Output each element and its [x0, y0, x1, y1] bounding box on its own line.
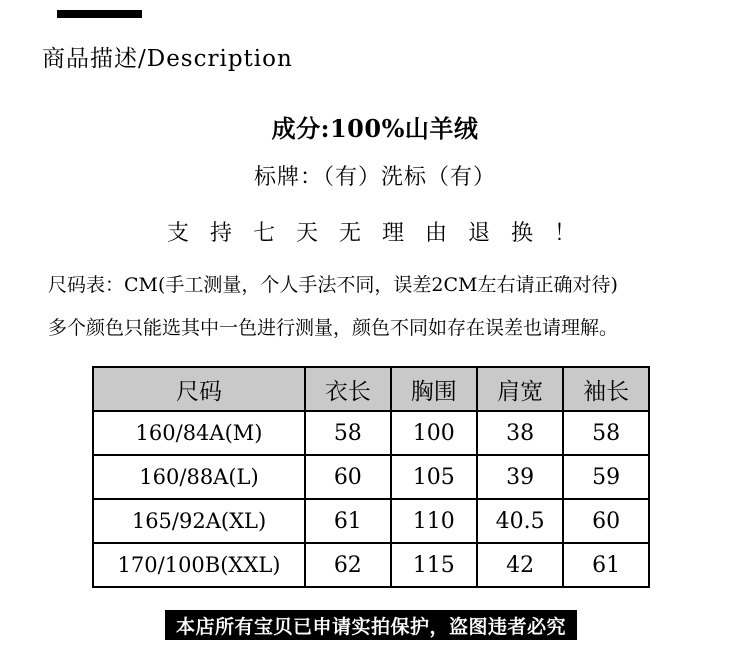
measurement-note-1: 尺码表：CM(手工测量，个人手法不同，误差2CM左右请正确对待): [48, 274, 618, 296]
table-row: [93, 499, 649, 543]
return-policy-text: 支 持 七 天 无 理 由 退 换 ！: [167, 221, 583, 246]
column-header-bust: 胸围: [391, 367, 477, 411]
cell-shoulder: 39: [477, 455, 563, 499]
cell-size: 170/100B(XXL): [93, 543, 305, 587]
size-chart-body: [93, 411, 649, 587]
cell-size: 160/88A(L): [93, 455, 305, 499]
size-chart-head: [93, 367, 649, 411]
column-header-sleeve: 袖长: [563, 367, 649, 411]
copyright-banner: 本店所有宝贝已申请实拍保护，盗图违者必究: [165, 610, 577, 640]
table-row: [93, 411, 649, 455]
size-chart-table: [92, 366, 650, 588]
table-row: [93, 543, 649, 587]
column-header-shoulder: 肩宽: [477, 367, 563, 411]
cell-bust: 115: [391, 543, 477, 587]
page-title: 商品描述/Description: [42, 46, 293, 72]
column-header-length: 衣长: [305, 367, 391, 411]
cell-shoulder: 40.5: [477, 499, 563, 543]
cell-bust: 105: [391, 455, 477, 499]
table-row: [93, 455, 649, 499]
cell-length: 60: [305, 455, 391, 499]
cell-sleeve: 61: [563, 543, 649, 587]
cell-bust: 100: [391, 411, 477, 455]
cell-sleeve: 59: [563, 455, 649, 499]
label-info-text: 标牌：（有）洗标（有）: [253, 165, 496, 190]
composition-text: 成分:100%山羊绒: [271, 114, 479, 143]
cell-shoulder: 38: [477, 411, 563, 455]
cell-length: 61: [305, 499, 391, 543]
table-header-row: [93, 367, 649, 411]
cell-length: 58: [305, 411, 391, 455]
column-header-size: 尺码: [93, 367, 305, 411]
cell-size: 160/84A(M): [93, 411, 305, 455]
top-accent-bar: [57, 10, 142, 18]
cell-bust: 110: [391, 499, 477, 543]
cell-sleeve: 58: [563, 411, 649, 455]
cell-shoulder: 42: [477, 543, 563, 587]
cell-size: 165/92A(XL): [93, 499, 305, 543]
measurement-note-2: 多个颜色只能选其中一色进行测量，颜色不同如存在误差也请理解。: [48, 317, 619, 339]
cell-length: 62: [305, 543, 391, 587]
cell-sleeve: 60: [563, 499, 649, 543]
